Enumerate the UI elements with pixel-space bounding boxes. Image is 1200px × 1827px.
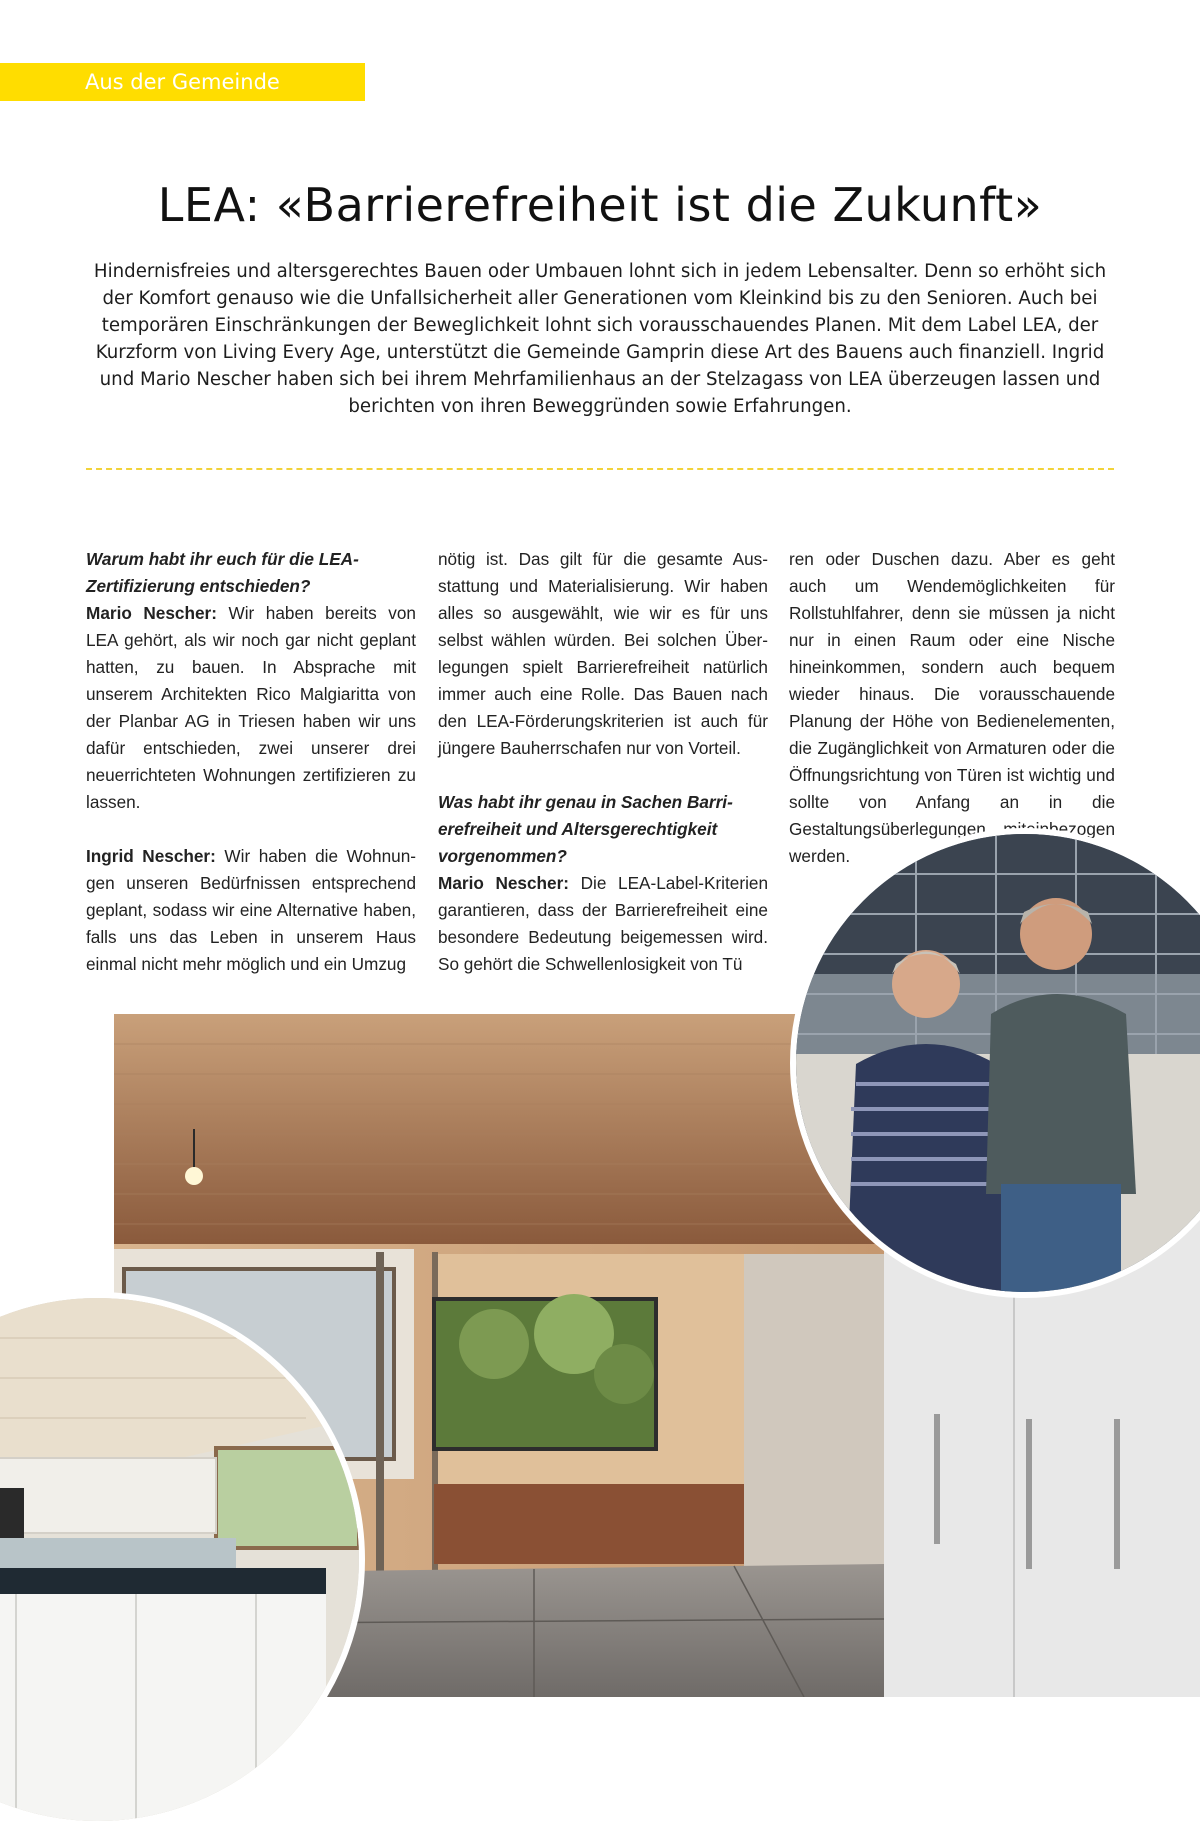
- paragraph-answer-3-cont: [789, 546, 1115, 870]
- text-column-2: [438, 546, 768, 1005]
- article-lead: Hindernisfreies und altersgerechtes Bauen oder Umbauen lohnt sich in jedem Lebensalter. Denn so erhöht sich der Komfort genauso wie die Unfallsicherheit aller Generationen vom Kleinkind bis zu den Senioren. Auch bei temporären Einschränkungen der Beweglichkeit lohnt sich vorausschauendes Planen. Mit dem Label LEA, der Kurzform von Living Every Age, unterstützt die Gemeinde Gamprin diese Art des Bauens auch finanziell. Ingrid und Mario Nescher haben sich bei ihrem Mehrfamilienhaus an der Stelzagass von LEA überzeugen lassen und berichten von ihren Beweggründen sowie Erfahrungen.: [93, 261, 1107, 417]
- section-label: Aus der Gemeinde: [0, 63, 365, 101]
- paragraph-q1: [86, 546, 416, 816]
- article-title: LEA: «Barrierefreiheit ist die Zukunft»: [157, 178, 1043, 232]
- answer-3-part-1: Die LEA-Label-Kriterien garantieren, dass der Barrierefreiheit eine besondere Bedeutung beigemessen wird. So gehört die Schwellenlosigkeit von Tü: [438, 873, 768, 974]
- speaker-ingrid: Ingrid Nescher:: [86, 846, 216, 866]
- answer-2-part-2: nötig ist. Das gilt für die gesamte Ausstattung und Materialisierung. Wir haben alles so ausgewählt, wie wir es für uns selbst wählen würden. Bei solchen Überlegungen spielt Barrierefreiheit natürlich immer auch eine Rolle. Das Bauen nach den LEA-Förderungskriterien ist auch für jüngere Bauherrschafen nur von Vorteil.: [438, 549, 768, 758]
- answer-2-part-1: Wir haben die Wohnungen unseren Bedürfnissen entsprechend geplant, sodass wir eine Alternative haben, falls uns das Leben in unserem Haus einmal nicht mehr möglich und ein Umzug: [86, 846, 416, 974]
- answer-1: Wir haben bereits von LEA gehört, als wir noch gar nicht geplant hatten, zu bauen. In Absprache mit unserem Architekten Rico Malgiaritta von der Planbar AG in Triesen haben wir uns dafür entschieden, zwei unserer drei neuerrichteten Wohnungen zertifizieren zu lassen.: [86, 603, 416, 812]
- answer-3-part-2: ren oder Duschen dazu. Aber es geht auch um Wendemöglichkeiten für Rollstuhlfahrer, denn sie müssen ja nicht nur in einen Raum oder eine Nische hineinkommen, sondern auch bequem wieder hinaus. Die vorausschauende Planung der Höhe von Bedienelementen, die Zugänglichkeit von Armaturen oder die Öffnungsrichtung von Türen ist wichtig und sollte von Anfang an in die Gestaltungsüberlegungen miteinbezogen werden.: [789, 549, 1115, 866]
- question-2: Was habt ihr genau in Sachen Barrierefreiheit und Altersgerechtigkeit vorgenommen?: [438, 792, 733, 866]
- speaker-mario: Mario Nescher:: [86, 603, 217, 623]
- speaker-mario-2: Mario Nescher:: [438, 873, 570, 893]
- paragraph-ingrid-cont: [438, 546, 768, 762]
- question-1: Warum habt ihr euch für die LEA-Zertifizierung entschieden?: [86, 549, 359, 596]
- paragraph-q2: [438, 789, 768, 978]
- couple-illustration: [796, 834, 1200, 1292]
- text-column-1: [86, 546, 416, 1005]
- dashed-divider: [86, 468, 1114, 470]
- paragraph-ingrid: [86, 843, 416, 978]
